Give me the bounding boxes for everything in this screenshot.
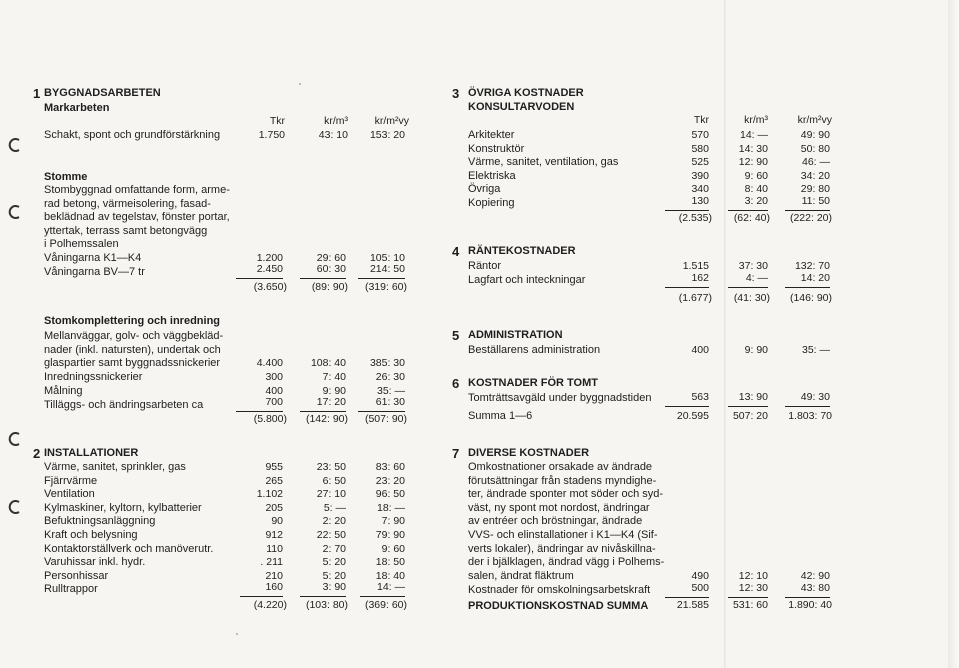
row-label: Inredningssnickerier bbox=[44, 371, 143, 383]
text-line: nader (inkl. natursten), undertak och bbox=[44, 343, 221, 356]
value-tkr: 955 bbox=[265, 461, 283, 473]
value-kr-m3: 12: 30 bbox=[728, 582, 768, 598]
value-kr-m3: 37: 30 bbox=[738, 260, 768, 272]
value-kr-m2: 61: 30 bbox=[358, 396, 405, 412]
value-tkr: 563 bbox=[665, 391, 709, 407]
section-number: 6 bbox=[452, 376, 460, 391]
value-kr-m3: 4: — bbox=[728, 272, 768, 288]
value-kr-m2: 1.803: 70 bbox=[788, 410, 832, 422]
row-label: Beställarens administration bbox=[468, 344, 601, 356]
row-label: Tomträttsavgäld under byggnadstiden bbox=[468, 392, 652, 404]
value-kr-m2: 79: 90 bbox=[375, 529, 405, 541]
value-kr-m3: 5: — bbox=[323, 501, 346, 514]
page-fold bbox=[724, 0, 726, 668]
sum-kr-m3: (103: 80) bbox=[305, 599, 348, 611]
text-line: rad betong, värmeisolering, fasad- bbox=[44, 197, 211, 210]
text-line: Omkostnationer orsakade av ändrade bbox=[468, 461, 653, 473]
value-tkr: 490 bbox=[691, 570, 709, 582]
text-line: ter, ändrade sponter mot söder och syd- bbox=[468, 488, 664, 501]
row-label: Kopiering bbox=[468, 197, 515, 209]
value-tkr: 912 bbox=[265, 529, 283, 541]
value-kr-m3: 27: 10 bbox=[316, 488, 346, 501]
value-kr-m2: 46: — bbox=[801, 156, 830, 169]
row-label: Varuhissar inkl. hydr. bbox=[44, 556, 146, 569]
speck bbox=[299, 83, 301, 85]
value-kr-m3: 9: 90 bbox=[744, 344, 768, 356]
total-label: PRODUKTIONSKOSTNAD SUMMA bbox=[468, 600, 649, 612]
sum-kr-m2: (222: 20) bbox=[789, 212, 832, 224]
value-kr-m3: 9: 90 bbox=[322, 385, 346, 397]
value-kr-m3: 12: 90 bbox=[738, 156, 768, 169]
value-tkr: 400 bbox=[691, 344, 709, 356]
value-kr-m2: 385: 30 bbox=[369, 357, 405, 369]
column-header-kr-m2: kr/m²vy bbox=[797, 114, 832, 126]
value-kr-m3: 5: 20 bbox=[322, 569, 346, 582]
value-kr-m2: 14: — bbox=[360, 581, 405, 597]
sum-tkr: (4.220) bbox=[253, 599, 287, 611]
row-label: Schakt, spont och grundförstärkning bbox=[44, 129, 221, 141]
column-header-tkr: Tkr bbox=[693, 114, 709, 126]
text-line: der i bjälklagen, ändrad vägg i Polhems- bbox=[468, 556, 665, 569]
row-label: Konstruktör bbox=[468, 142, 525, 155]
value-kr-m3: 2: 20 bbox=[322, 515, 346, 528]
row-label: Tilläggs- och ändringsarbeten ca bbox=[44, 399, 204, 411]
text-line: i Polhemssalen bbox=[44, 238, 119, 251]
value-tkr: 300 bbox=[265, 371, 283, 383]
value-tkr: . 211 bbox=[260, 556, 283, 569]
row-label: glaspartier samt byggnadssnickerier bbox=[44, 357, 221, 369]
row-label: Våningarna BV—7 tr bbox=[44, 266, 145, 278]
column-header-kr-m2: kr/m²vy bbox=[374, 115, 409, 127]
value-tkr: 500 bbox=[665, 582, 709, 598]
value-tkr: 1.750 bbox=[258, 129, 285, 141]
value-kr-m2: 132: 70 bbox=[794, 260, 830, 272]
value-kr-m3: 3: 90 bbox=[300, 581, 346, 597]
sum-kr-m3: (89: 90) bbox=[311, 281, 348, 293]
value-tkr: 4.400 bbox=[256, 357, 283, 369]
row-label: Målning bbox=[44, 385, 83, 397]
value-kr-m3: 507: 20 bbox=[732, 410, 768, 422]
value-tkr: 570 bbox=[691, 129, 709, 141]
value-kr-m3: 5: 20 bbox=[322, 556, 346, 569]
row-label: salen, ändrat fläktrum bbox=[468, 570, 574, 582]
value-kr-m2: 18: — bbox=[376, 501, 405, 514]
value-kr-m2: 49: 90 bbox=[800, 129, 830, 141]
value-kr-m3: 29: 60 bbox=[316, 252, 346, 264]
value-kr-m2: 29: 80 bbox=[800, 183, 830, 196]
value-kr-m2: 42: 90 bbox=[800, 570, 830, 582]
value-tkr: 2.450 bbox=[236, 263, 283, 279]
value-kr-m2: 14: 20 bbox=[785, 272, 830, 288]
value-kr-m2: 50: 80 bbox=[800, 142, 830, 155]
diverse-description bbox=[468, 461, 664, 570]
value-kr-m2: 9: 60 bbox=[381, 542, 405, 555]
value-kr-m2: 83: 60 bbox=[375, 461, 405, 473]
value-kr-m2: 18: 40 bbox=[375, 569, 405, 582]
sum-kr-m2: (369: 60) bbox=[364, 599, 407, 611]
value-kr-m3: 43: 10 bbox=[318, 129, 348, 141]
row-label: Summa 1—6 bbox=[468, 410, 533, 422]
row-label: Arkitekter bbox=[468, 129, 515, 141]
sum-tkr: (2.535) bbox=[678, 212, 712, 224]
value-kr-m2: 35: — bbox=[376, 385, 405, 397]
value-tkr: 210 bbox=[265, 569, 283, 582]
value-kr-m3: 3: 20 bbox=[728, 195, 768, 211]
subsection-title: Markarbeten bbox=[44, 102, 110, 114]
sum-tkr: (1.677) bbox=[678, 292, 712, 304]
row-label: Kostnader för omskolningsarbetskraft bbox=[468, 584, 651, 596]
value-kr-m2: 153: 20 bbox=[369, 129, 405, 141]
value-kr-m3: 17: 20 bbox=[300, 396, 346, 412]
text-line: Mellanväggar, golv- och väggbekläd- bbox=[44, 330, 224, 342]
row-label: Värme, sanitet, ventilation, gas bbox=[468, 156, 619, 169]
value-tkr: 130 bbox=[665, 195, 709, 211]
value-tkr: 390 bbox=[691, 169, 709, 182]
row-label: Rulltrappor bbox=[44, 583, 98, 596]
value-kr-m2: 35: — bbox=[801, 344, 830, 356]
total-kr-m2: 1.890: 40 bbox=[788, 599, 832, 611]
punch-hole-icon bbox=[8, 205, 22, 219]
value-kr-m3: 108: 40 bbox=[310, 357, 346, 369]
section-title: INSTALLATIONER bbox=[44, 447, 139, 459]
value-tkr: 205 bbox=[265, 501, 283, 514]
section-number: 5 bbox=[452, 328, 460, 343]
total-kr-m3: 531: 60 bbox=[732, 599, 768, 611]
text-line: beklädnad av tegelstav, fönster portar, bbox=[44, 211, 230, 224]
value-kr-m2: 7: 90 bbox=[381, 515, 405, 528]
value-tkr: 580 bbox=[691, 142, 709, 155]
section-title: ADMINISTRATION bbox=[468, 329, 563, 341]
value-kr-m3: 7: 40 bbox=[322, 371, 346, 383]
value-tkr: 700 bbox=[236, 396, 283, 412]
value-kr-m2: 214: 50 bbox=[358, 263, 405, 279]
section-title: RÄNTEKOSTNADER bbox=[468, 245, 576, 257]
row-label: Värme, sanitet, sprinkler, gas bbox=[44, 461, 186, 473]
punch-hole-icon bbox=[8, 432, 22, 446]
column-header-kr-m3: kr/m³ bbox=[324, 115, 348, 127]
text-line: väst, ny spont mot nordost, ändringar bbox=[468, 501, 650, 514]
row-label: Befuktningsanläggning bbox=[44, 515, 156, 528]
value-kr-m2: 34: 20 bbox=[800, 169, 830, 182]
text-line: förutsättningar från stadens myndighe- bbox=[468, 474, 657, 487]
value-tkr: 265 bbox=[265, 474, 283, 487]
value-kr-m3: 14: — bbox=[739, 129, 768, 141]
subsection-title: KONSULTARVODEN bbox=[468, 101, 575, 113]
value-kr-m2: 23: 20 bbox=[375, 474, 405, 487]
value-tkr: 525 bbox=[691, 156, 709, 169]
value-tkr: 1.102 bbox=[256, 488, 283, 501]
row-label: Kraft och belysning bbox=[44, 529, 138, 541]
value-kr-m2: 11: 50 bbox=[785, 195, 830, 211]
text-line: VVS- och elinstallationer i K1—K4 (Sif- bbox=[468, 528, 658, 541]
row-label: Personhissar bbox=[44, 569, 109, 582]
text-line: yttertak, terrass samt betongvägg bbox=[44, 224, 208, 237]
column-header-kr-m3: kr/m³ bbox=[744, 114, 768, 126]
page-edge bbox=[948, 0, 959, 668]
value-tkr: 20.595 bbox=[676, 410, 709, 422]
text-line: Stombyggnad omfattande form, arme- bbox=[44, 184, 230, 196]
text-line: av entréer och bröstningar, ändrade bbox=[468, 515, 643, 528]
row-label: Räntor bbox=[468, 260, 502, 272]
subsection-title: Stomme bbox=[44, 171, 88, 183]
value-tkr: 400 bbox=[265, 385, 283, 397]
value-tkr: 160 bbox=[240, 581, 283, 597]
punch-hole-icon bbox=[8, 138, 22, 152]
row-label: Övriga bbox=[468, 183, 501, 196]
row-label: Ventilation bbox=[44, 488, 95, 501]
sum-kr-m2: (507: 90) bbox=[364, 413, 407, 425]
section-number: 1 bbox=[33, 86, 41, 101]
value-kr-m2: 43: 80 bbox=[785, 582, 830, 598]
value-kr-m3: 22: 50 bbox=[316, 529, 346, 541]
section-number: 7 bbox=[452, 446, 460, 461]
sum-tkr: (3.650) bbox=[253, 281, 287, 293]
value-kr-m2: 105: 10 bbox=[369, 252, 405, 264]
punch-hole-icon bbox=[8, 500, 22, 514]
value-kr-m2: 26: 30 bbox=[375, 371, 405, 383]
row-label: Kylmaskiner, kyltorn, kylbatterier bbox=[44, 501, 202, 514]
value-kr-m3: 60: 30 bbox=[300, 263, 346, 279]
value-tkr: 1.515 bbox=[682, 260, 709, 272]
value-tkr: 1.200 bbox=[256, 252, 283, 264]
sum-kr-m3: (62: 40) bbox=[733, 212, 770, 224]
section-title: DIVERSE KOSTNADER bbox=[468, 447, 590, 459]
value-tkr: 110 bbox=[266, 542, 283, 555]
sum-kr-m3: (41: 30) bbox=[733, 292, 770, 304]
section-number: 2 bbox=[33, 446, 41, 461]
row-label: Kontaktorställverk och manöverutr. bbox=[44, 542, 214, 555]
row-label: Elektriska bbox=[468, 169, 516, 182]
row-label: Fjärrvärme bbox=[44, 474, 98, 487]
sum-kr-m2: (146: 90) bbox=[789, 292, 832, 304]
stomme-description bbox=[44, 184, 230, 252]
value-kr-m3: 8: 40 bbox=[744, 183, 768, 196]
section-number: 3 bbox=[452, 86, 460, 101]
speck bbox=[236, 633, 238, 635]
value-kr-m3: 2: 70 bbox=[322, 542, 346, 555]
text-line: verts lokaler), ändringar av nivåskillna- bbox=[468, 542, 656, 555]
section-title: BYGGNADSARBETEN bbox=[44, 87, 161, 99]
value-tkr: 340 bbox=[691, 183, 709, 196]
sum-kr-m3: (142: 90) bbox=[305, 413, 348, 425]
value-kr-m3: 13: 90 bbox=[728, 391, 768, 407]
value-kr-m3: 9: 60 bbox=[744, 169, 768, 182]
value-kr-m2: 49: 30 bbox=[785, 391, 830, 407]
value-tkr: 90 bbox=[271, 515, 283, 528]
row-label: Lagfart och inteckningar bbox=[468, 274, 586, 286]
section-number: 4 bbox=[452, 244, 460, 259]
value-kr-m3: 6: 50 bbox=[322, 474, 346, 487]
value-kr-m3: 14: 30 bbox=[738, 142, 768, 155]
subsection-title: Stomkomplettering och inredning bbox=[44, 315, 221, 327]
value-kr-m3: 12: 10 bbox=[738, 570, 768, 582]
column-header-tkr: Tkr bbox=[269, 115, 285, 127]
total-tkr: 21.585 bbox=[676, 599, 709, 611]
section-title: ÖVRIGA KOSTNADER bbox=[468, 87, 584, 99]
row-label: Våningarna K1—K4 bbox=[44, 252, 142, 264]
sum-kr-m2: (319: 60) bbox=[364, 281, 407, 293]
value-kr-m2: 96: 50 bbox=[375, 488, 405, 501]
stomkomplettering-description bbox=[44, 330, 223, 357]
value-kr-m2: 18: 50 bbox=[375, 556, 405, 569]
value-tkr: 162 bbox=[665, 272, 709, 288]
sum-tkr: (5.800) bbox=[253, 413, 287, 425]
value-kr-m3: 23: 50 bbox=[316, 461, 346, 473]
section-title: KOSTNADER FÖR TOMT bbox=[468, 377, 598, 389]
